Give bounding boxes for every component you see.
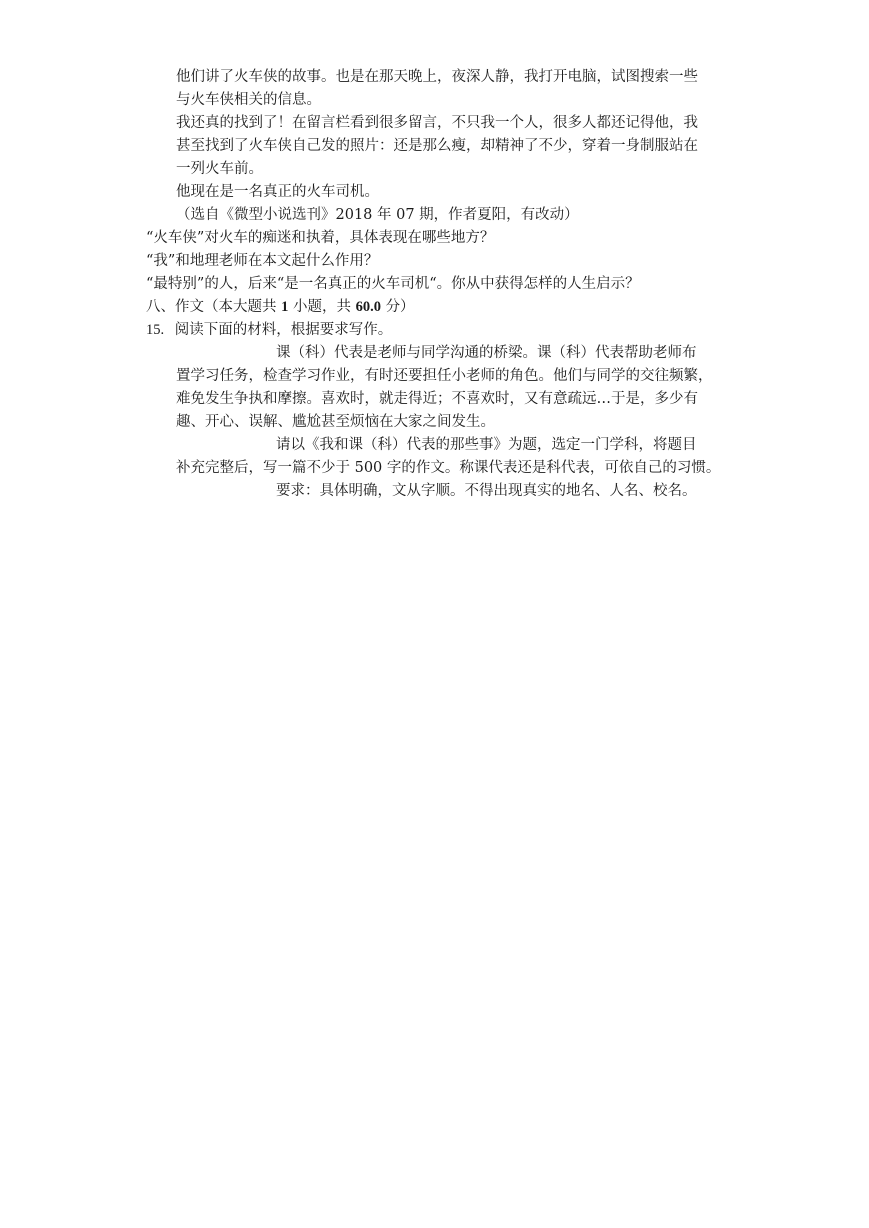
material-line: 难免发生争执和摩擦。喜欢时，就走得近；不喜欢时，又有意疏远…于是，多少有 <box>176 391 698 407</box>
story-paragraph-line: 甚至找到了火车侠自己发的照片：还是那么瘦，却精神了不少，穿着一身制服站在 <box>176 138 698 154</box>
section-score: 60.0 <box>355 299 381 315</box>
section-title-prefix: 八、作文（本大题共 <box>146 299 277 315</box>
question-intro: 阅读下面的材料，根据要求写作。 <box>174 322 393 338</box>
story-paragraph-line: 他们讲了火车侠的故事。也是在那天晚上，夜深人静，我打开电脑，试图搜索一些 <box>176 69 698 85</box>
material-line: 趣、开心、误解、尴尬甚至烦恼在大家之间发生。 <box>176 414 495 430</box>
story-paragraph-line: 与火车侠相关的信息。 <box>176 92 321 108</box>
prompt-line: 补充完整后，写一篇不少于 500 字的作文。称课代表还是科代表，可依自己的习惯。 <box>176 460 721 476</box>
section-title-mid: 小题，共 <box>292 299 351 315</box>
story-paragraph-line: 他现在是一名真正的火车司机。 <box>176 184 379 200</box>
story-source: （选自《微型小说选刊》2018 年 07 期，作者夏阳，有改动） <box>176 207 579 223</box>
question-15-header <box>146 319 392 341</box>
question-number: 15. <box>146 322 165 338</box>
story-paragraph-line: 我还真的找到了！在留言栏看到很多留言，不只我一个人，很多人都还记得他，我 <box>176 115 698 131</box>
question-item: “我”和地理老师在本文起什么作用？ <box>146 253 379 269</box>
writing-requirement: 要求：具体明确，文从字顺。不得出现真实的地名、人名、校名。 <box>276 483 697 499</box>
prompt-line: 请以《我和课（科）代表的那些事》为题，选定一门学科，将题目 <box>276 437 697 453</box>
section-title-suffix: 分） <box>385 299 415 315</box>
material-line: 课（科）代表是老师与同学沟通的桥梁。课（科）代表帮助老师布 <box>276 345 697 361</box>
section-heading <box>146 296 415 318</box>
section-question-count: 1 <box>281 299 289 315</box>
story-paragraph-line: 一列火车前。 <box>176 161 263 177</box>
question-item: “火车侠”对火车的痴迷和执着，具体表现在哪些地方？ <box>146 230 495 246</box>
material-line: 置学习任务，检查学习作业，有时还要担任小老师的角色。他们与同学的交往频繁， <box>176 368 713 384</box>
question-item: “最特别”的人，后来“是一名真正的火车司机“。你从中获得怎样的人生启示？ <box>146 276 640 292</box>
